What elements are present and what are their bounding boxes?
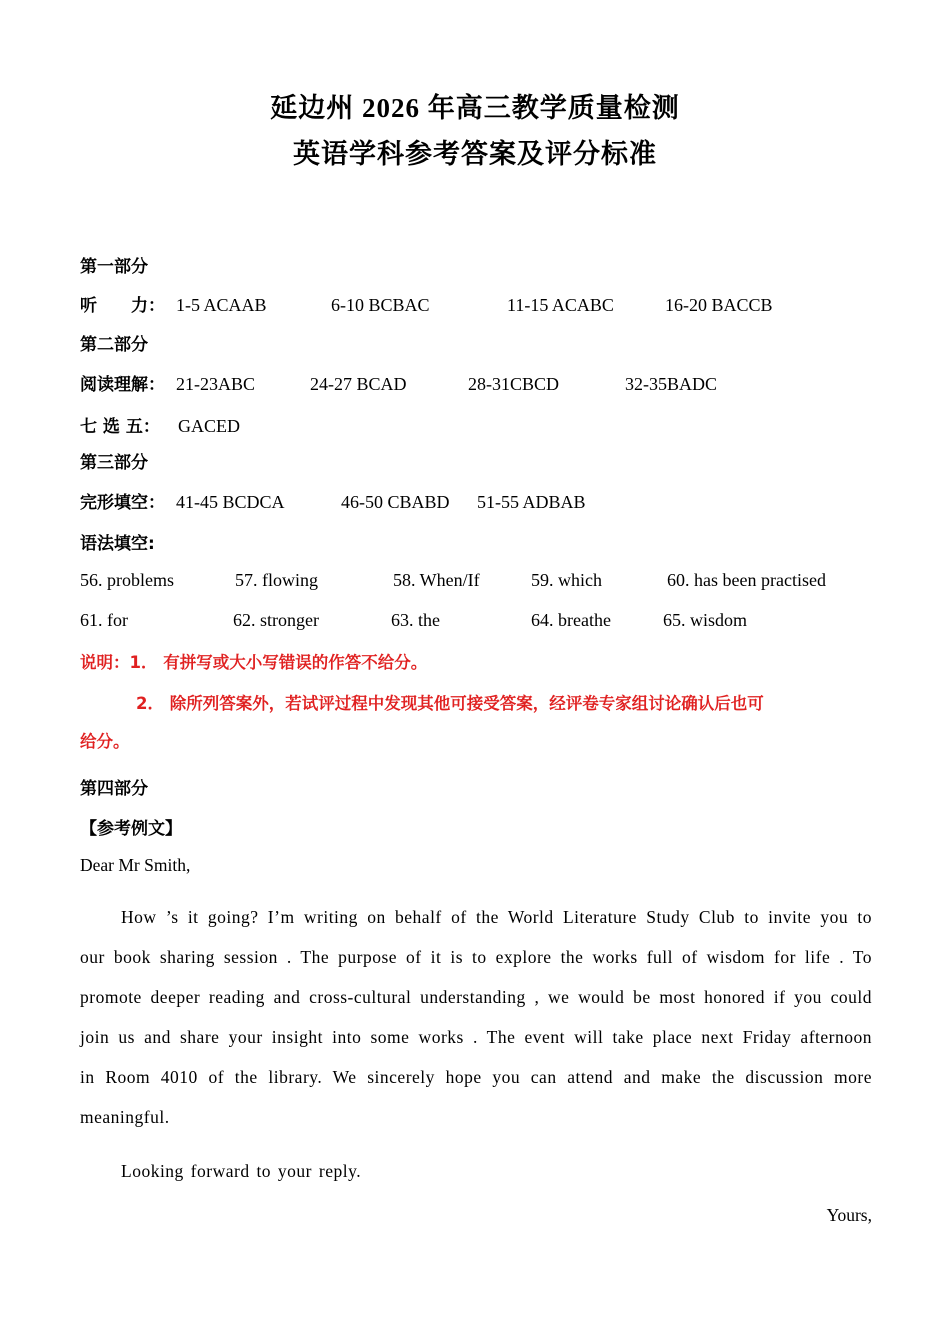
grammar-answer-65: 65. wisdom <box>663 610 748 630</box>
listening-group-1: 1-5 ACAAB <box>176 295 267 315</box>
cloze-label: 完形填空： <box>80 493 165 513</box>
letter-body: How ’s it going? I’m writing on behalf of the World Literature Study Club to invite you to our book sharing session . The purpose of it is to explore the works full of wisdom for life . To promote deeper reading and cross-cultural understanding , we would be most honored if you could join us and share your insight into some works . The event will take place next Friday afternoon in Room 4010 of the library. We sincerely hope you can attend and make the discussion more meaningful. <box>80 907 872 1127</box>
part1-heading: 第一部分 <box>80 257 148 277</box>
cloze-group-1: 41-45 BCDCA <box>176 492 285 512</box>
seven-five-answer: GACED <box>178 416 240 436</box>
scoring-note-2: 2． 除所列答案外，若试评过程中发现其他可接受答案，经评卷专家组讨论确认后也可 <box>136 694 764 713</box>
reading-row <box>80 372 165 397</box>
reading-group-2: 24-27 BCAD <box>310 374 407 394</box>
reading-group-4: 32-35BADC <box>625 374 718 394</box>
scoring-note-2-cont: 给分。 <box>80 732 130 751</box>
part2-heading: 第二部分 <box>80 335 148 355</box>
grammar-label: 语法填空: <box>80 534 155 554</box>
grammar-answer-64: 64. breathe <box>531 610 611 630</box>
grammar-answer-63: 63. the <box>391 610 440 630</box>
grammar-answer-61: 61. for <box>80 610 128 630</box>
listening-row <box>80 293 165 318</box>
seven-five-row <box>80 414 160 439</box>
letter-closing: Looking forward to your reply. <box>121 1161 362 1181</box>
listening-group-2: 6-10 BCBAC <box>331 295 430 315</box>
grammar-answer-59: 59. which <box>531 570 602 590</box>
cloze-row <box>80 490 165 515</box>
reading-group-1: 21-23ABC <box>176 374 256 394</box>
grammar-answer-57: 57. flowing <box>235 570 318 590</box>
page-title-line2: 英语学科参考答案及评分标准 <box>293 139 657 169</box>
cloze-group-3: 51-55 ADBAB <box>477 492 586 512</box>
part3-heading: 第三部分 <box>80 453 148 473</box>
cloze-group-2: 46-50 CBABD <box>341 492 450 512</box>
scoring-note-1: 说明：1． 有拼写或大小写错误的作答不给分。 <box>80 653 428 672</box>
seven-five-label: 七 选 五： <box>80 417 160 437</box>
reading-group-3: 28-31CBCD <box>468 374 560 394</box>
letter-salutation: Dear Mr Smith, <box>80 855 191 875</box>
grammar-answer-56: 56. problems <box>80 570 174 590</box>
sample-essay-label: 【参考例文】 <box>80 819 182 839</box>
grammar-answer-58: 58. When/If <box>393 570 480 590</box>
grammar-answer-62: 62. stronger <box>233 610 319 630</box>
reading-label: 阅读理解： <box>80 375 165 395</box>
letter-signoff: Yours, <box>826 1205 872 1225</box>
part4-heading: 第四部分 <box>80 779 148 799</box>
listening-group-3: 11-15 ACABC <box>507 295 614 315</box>
listening-group-4: 16-20 BACCB <box>665 295 773 315</box>
page-title-line1: 延边州 2026 年高三教学质量检测 <box>270 93 680 123</box>
grammar-answer-60: 60. has been practised <box>667 570 826 590</box>
listening-label: 听 力： <box>80 296 165 316</box>
grammar-heading-row <box>80 531 155 556</box>
